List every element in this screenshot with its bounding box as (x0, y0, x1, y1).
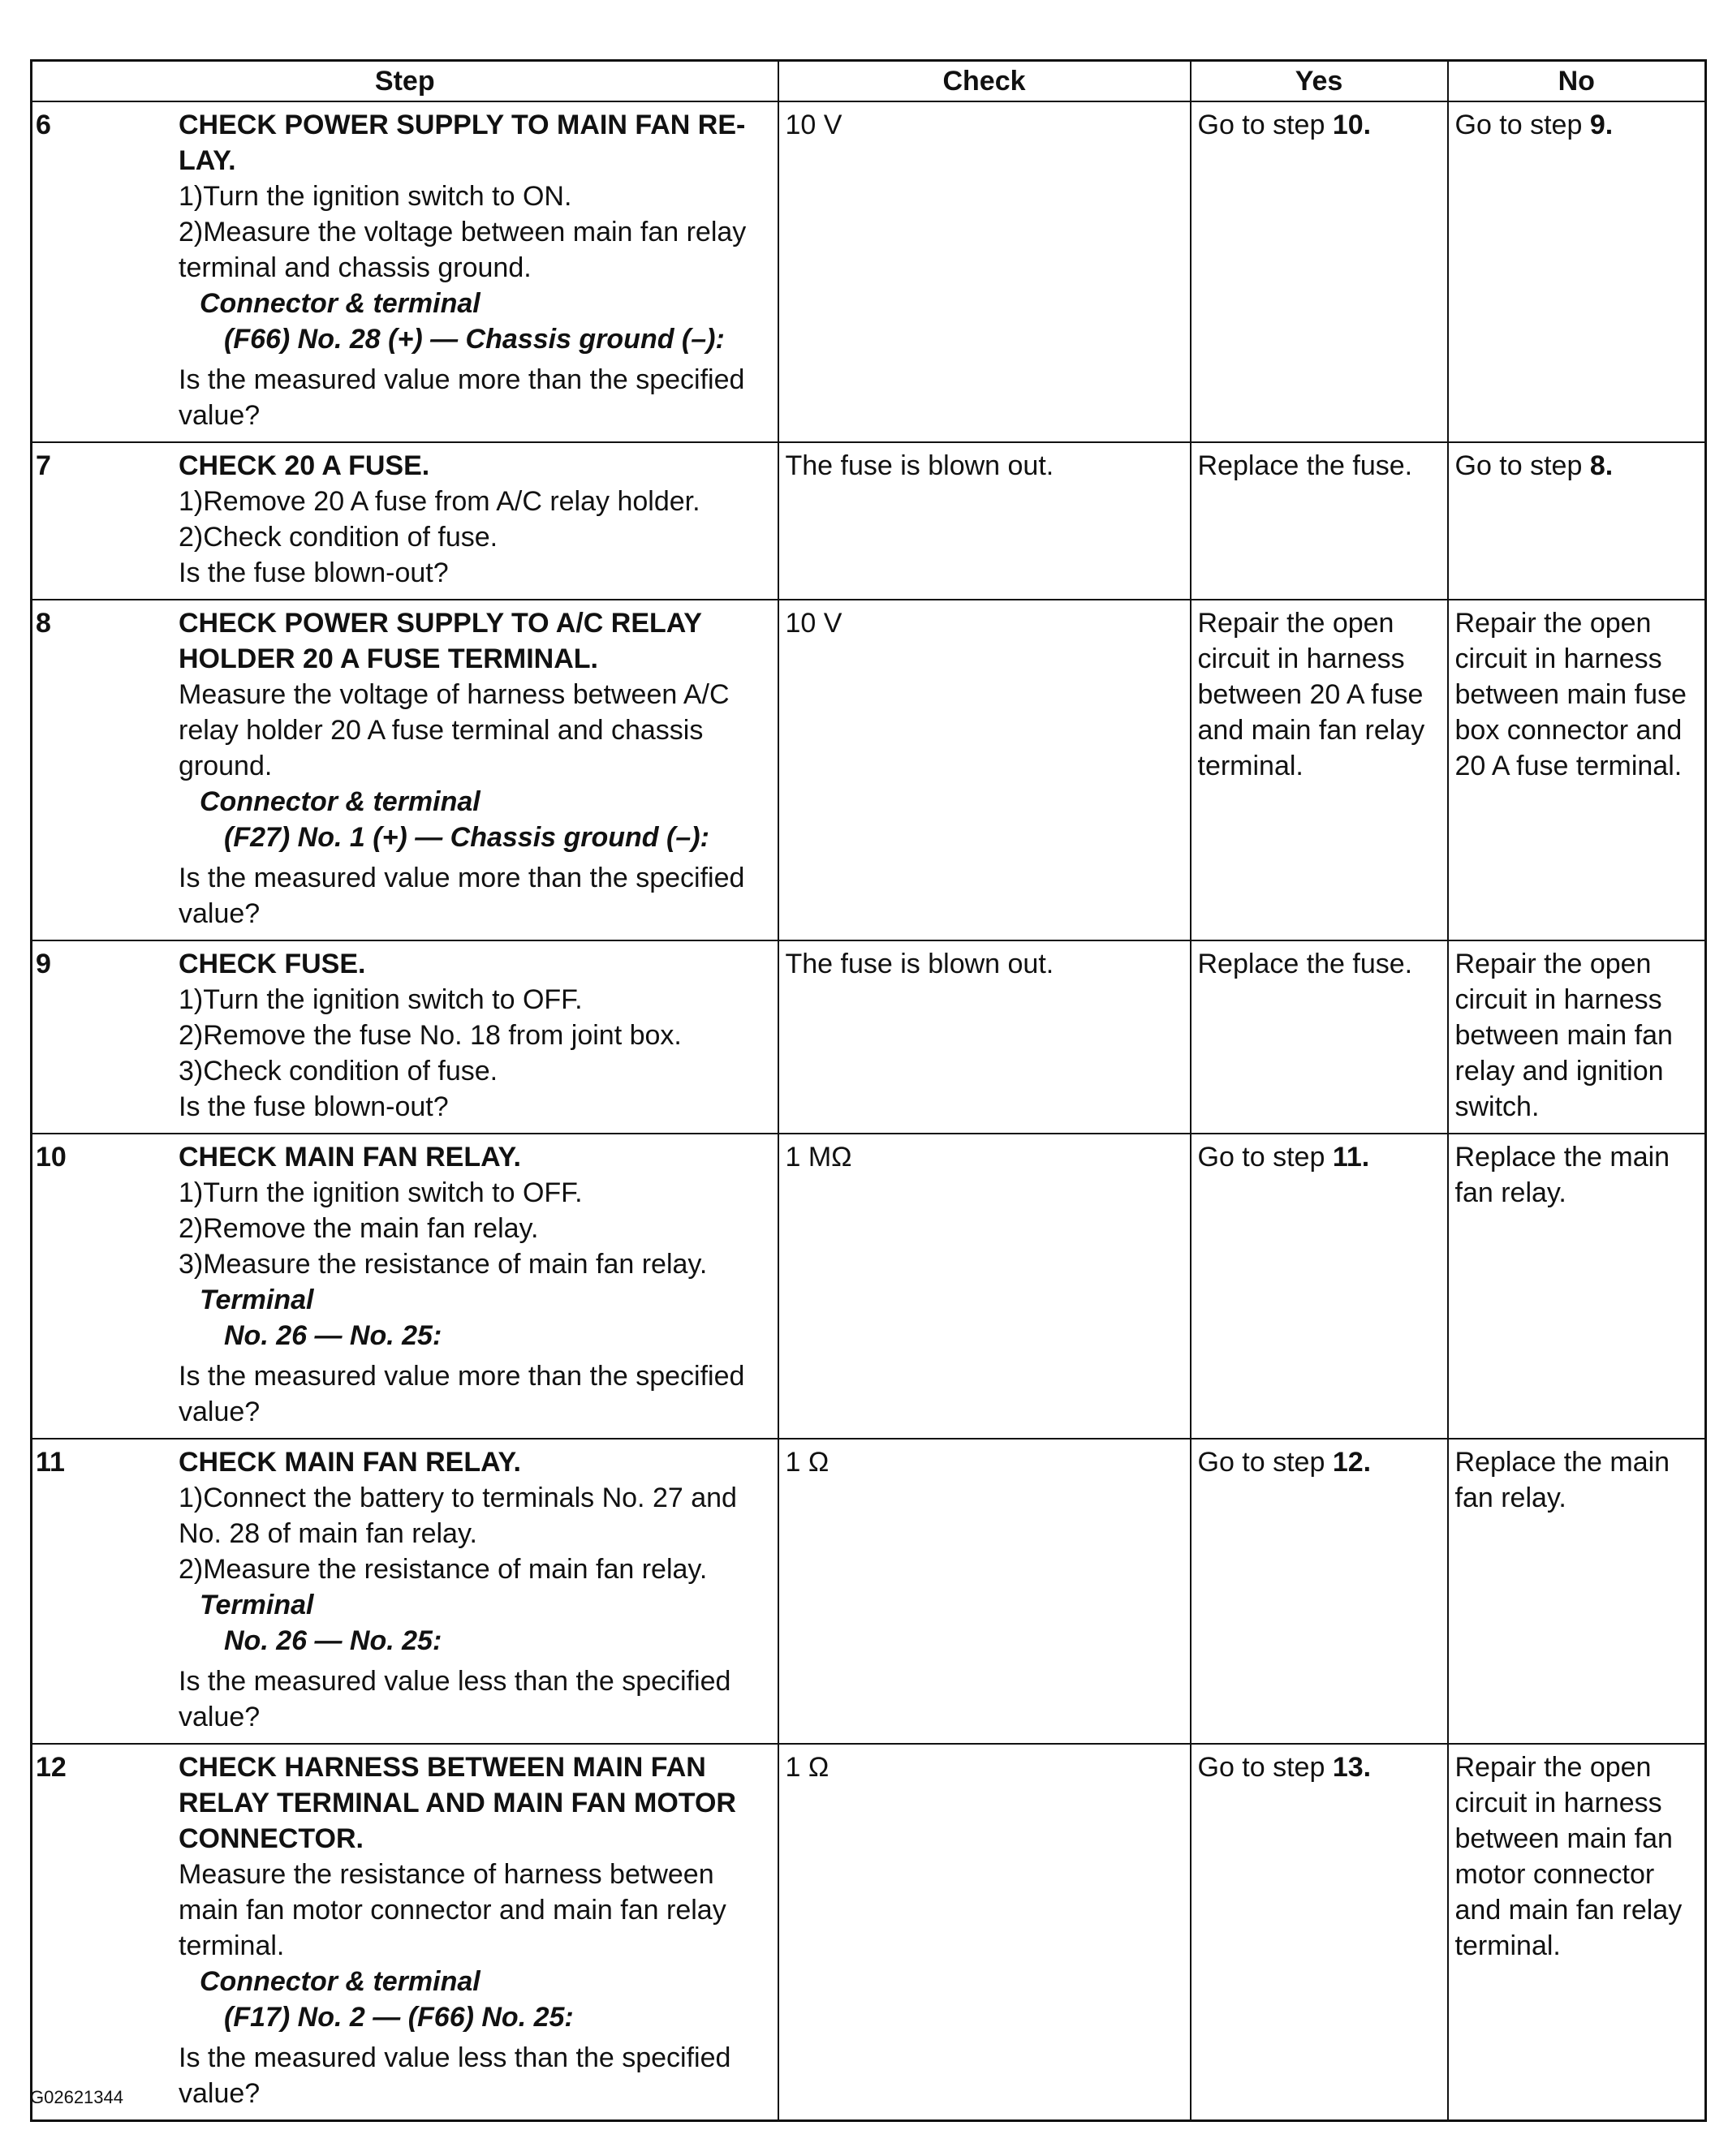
check-cell: The fuse is blown out. (778, 940, 1191, 1134)
step-wrap (32, 1439, 778, 1743)
step-number: 12 (36, 1752, 67, 1783)
header-no: No (1448, 61, 1706, 102)
yes-text: Go to step (1197, 1447, 1333, 1478)
table-body (32, 101, 1706, 2121)
step-instruction: Measure the voltage of harness between A/C relay holder 20 A fuse terminal and chassis ground. (179, 679, 730, 781)
yes-text: Replace the fuse. (1197, 949, 1413, 979)
figure-id: G02621344 (30, 2087, 123, 2107)
no-text: Go to step (1454, 450, 1590, 481)
check-cell: 10 V (778, 600, 1191, 940)
table-row (32, 442, 1706, 600)
yes-cell (1191, 1744, 1448, 2121)
step-title: CHECK 20 A FUSE. (179, 450, 430, 481)
no-cell (1448, 1439, 1706, 1744)
table-row (32, 101, 1706, 442)
terminal-value: No. 26 — No. 25: (224, 1320, 442, 1351)
step-question: Is the measured value more than the specified value? (179, 364, 745, 431)
step-number: 6 (36, 110, 51, 140)
terminal-label: Connector & terminal (200, 786, 480, 817)
step-title: CHECK MAIN FAN RELAY. (179, 1447, 521, 1478)
step-instruction: 2)Measure the resistance of main fan relay. (179, 1554, 708, 1585)
terminal-label: Terminal (200, 1285, 314, 1315)
terminal-value: (F17) No. 2 — (F66) No. 25: (224, 2002, 574, 2033)
step-question: Is the measured value less than the specified value? (179, 2042, 731, 2109)
table-row (32, 1744, 1706, 2121)
no-cell (1448, 1744, 1706, 2121)
no-cell (1448, 442, 1706, 600)
yes-cell (1191, 442, 1448, 600)
step-instruction: 1)Turn the ignition switch to ON. (179, 181, 572, 212)
no-step-ref: 9. (1589, 110, 1614, 140)
no-step-ref: 8. (1589, 450, 1614, 481)
step-number: 7 (36, 450, 51, 481)
step-title: CHECK POWER SUPPLY TO A/C RELAY HOLDER 20 A FUSE TERMINAL. (179, 608, 702, 674)
header-step: Step (32, 61, 778, 102)
step-instruction: 2)Remove the fuse No. 18 from joint box. (179, 1020, 682, 1051)
no-cell (1448, 101, 1706, 442)
step-wrap (32, 102, 778, 441)
step-question: Is the measured value more than the specified value? (179, 1361, 745, 1427)
step-question: Is the measured value more than the specified value? (179, 863, 745, 929)
yes-cell (1191, 101, 1448, 442)
yes-text: Repair the open circuit in harness between 20 A fuse and main fan relay terminal. (1197, 608, 1425, 781)
step-body (161, 941, 778, 1133)
step-cell (32, 1134, 778, 1439)
header-yes: Yes (1191, 61, 1448, 102)
step-instruction: Measure the resistance of harness between main fan motor connector and main fan relay terminal. (179, 1859, 726, 1961)
step-body (161, 1134, 778, 1438)
step-wrap (32, 1134, 778, 1438)
step-title: CHECK POWER SUPPLY TO MAIN FAN RE-LAY. (179, 110, 746, 176)
yes-text: Replace the fuse. (1197, 450, 1413, 481)
step-number: 10 (36, 1142, 67, 1173)
yes-cell (1191, 1134, 1448, 1439)
terminal-value: (F66) No. 28 (+) — Chassis ground (–): (224, 324, 725, 355)
step-instruction: 2)Remove the main fan relay. (179, 1213, 539, 1244)
step-title: CHECK FUSE. (179, 949, 366, 979)
table-row (32, 1439, 1706, 1744)
step-question: Is the fuse blown-out? (179, 1091, 449, 1122)
step-cell (32, 442, 778, 600)
step-body (161, 1745, 778, 2119)
check-cell: 10 V (778, 101, 1191, 442)
step-instruction: 2)Measure the voltage between main fan relay terminal and chassis ground. (179, 217, 747, 283)
step-instruction: 2)Check condition of fuse. (179, 522, 498, 553)
step-body (161, 1439, 778, 1743)
check-cell: 1 MΩ (778, 1134, 1191, 1439)
yes-step-ref: 12. (1332, 1447, 1372, 1478)
yes-cell (1191, 600, 1448, 940)
no-text: Replace the main fan relay. (1454, 1447, 1670, 1513)
no-text: Repair the open circuit in harness between main fuse box connector and 20 A fuse terminal. (1454, 608, 1687, 781)
step-instruction: 1)Turn the ignition switch to OFF. (179, 1177, 583, 1208)
step-body (161, 443, 778, 599)
step-number: 9 (36, 949, 51, 979)
yes-cell (1191, 1439, 1448, 1744)
step-title: CHECK HARNESS BETWEEN MAIN FAN RELAY TERMINAL AND MAIN FAN MOTOR CONNECTOR. (179, 1752, 736, 1854)
terminal-value: No. 26 — No. 25: (224, 1625, 442, 1656)
table-row (32, 940, 1706, 1134)
check-cell: 1 Ω (778, 1744, 1191, 2121)
step-number: 11 (36, 1447, 65, 1478)
header-check: Check (778, 61, 1191, 102)
no-cell (1448, 1134, 1706, 1439)
yes-step-ref: 13. (1332, 1752, 1372, 1783)
step-cell (32, 600, 778, 940)
diagnostic-table (30, 59, 1707, 2122)
yes-text: Go to step (1197, 110, 1333, 140)
yes-step-ref: 11. (1332, 1142, 1370, 1173)
no-text: Repair the open circuit in harness between main fan motor connector and main fan relay terminal. (1454, 1752, 1683, 1961)
step-body (161, 102, 778, 441)
table-row (32, 1134, 1706, 1439)
step-wrap (32, 443, 778, 599)
yes-step-ref: 10. (1332, 110, 1372, 140)
step-question: Is the measured value less than the specified value? (179, 1666, 731, 1732)
step-number: 8 (36, 608, 51, 639)
step-wrap (32, 1745, 778, 2119)
step-title: CHECK MAIN FAN RELAY. (179, 1142, 521, 1173)
step-question: Is the fuse blown-out? (179, 557, 449, 588)
step-instruction: 1)Connect the battery to terminals No. 27 and No. 28 of main fan relay. (179, 1483, 737, 1549)
no-cell (1448, 600, 1706, 940)
step-instruction: 3)Check condition of fuse. (179, 1056, 498, 1087)
step-wrap (32, 600, 778, 940)
table-row (32, 600, 1706, 940)
no-text: Replace the main fan relay. (1454, 1142, 1670, 1208)
step-instruction: 1)Turn the ignition switch to OFF. (179, 984, 583, 1015)
terminal-label: Terminal (200, 1590, 314, 1620)
step-wrap (32, 941, 778, 1133)
step-instruction: 1)Remove 20 A fuse from A/C relay holder. (179, 486, 700, 517)
terminal-label: Connector & terminal (200, 288, 480, 319)
terminal-value: (F27) No. 1 (+) — Chassis ground (–): (224, 822, 709, 853)
terminal-label: Connector & terminal (200, 1966, 480, 1997)
no-cell (1448, 940, 1706, 1134)
step-body (161, 600, 778, 940)
no-text: Go to step (1454, 110, 1590, 140)
yes-cell (1191, 940, 1448, 1134)
check-cell: The fuse is blown out. (778, 442, 1191, 600)
step-instruction: 3)Measure the resistance of main fan relay. (179, 1249, 708, 1280)
step-cell (32, 101, 778, 442)
yes-text: Go to step (1197, 1752, 1333, 1783)
no-text: Repair the open circuit in harness between main fan relay and ignition switch. (1454, 949, 1673, 1122)
step-cell (32, 1439, 778, 1744)
check-cell: 1 Ω (778, 1439, 1191, 1744)
step-cell (32, 940, 778, 1134)
yes-text: Go to step (1197, 1142, 1333, 1173)
step-cell (32, 1744, 778, 2121)
header-row (32, 61, 1706, 102)
